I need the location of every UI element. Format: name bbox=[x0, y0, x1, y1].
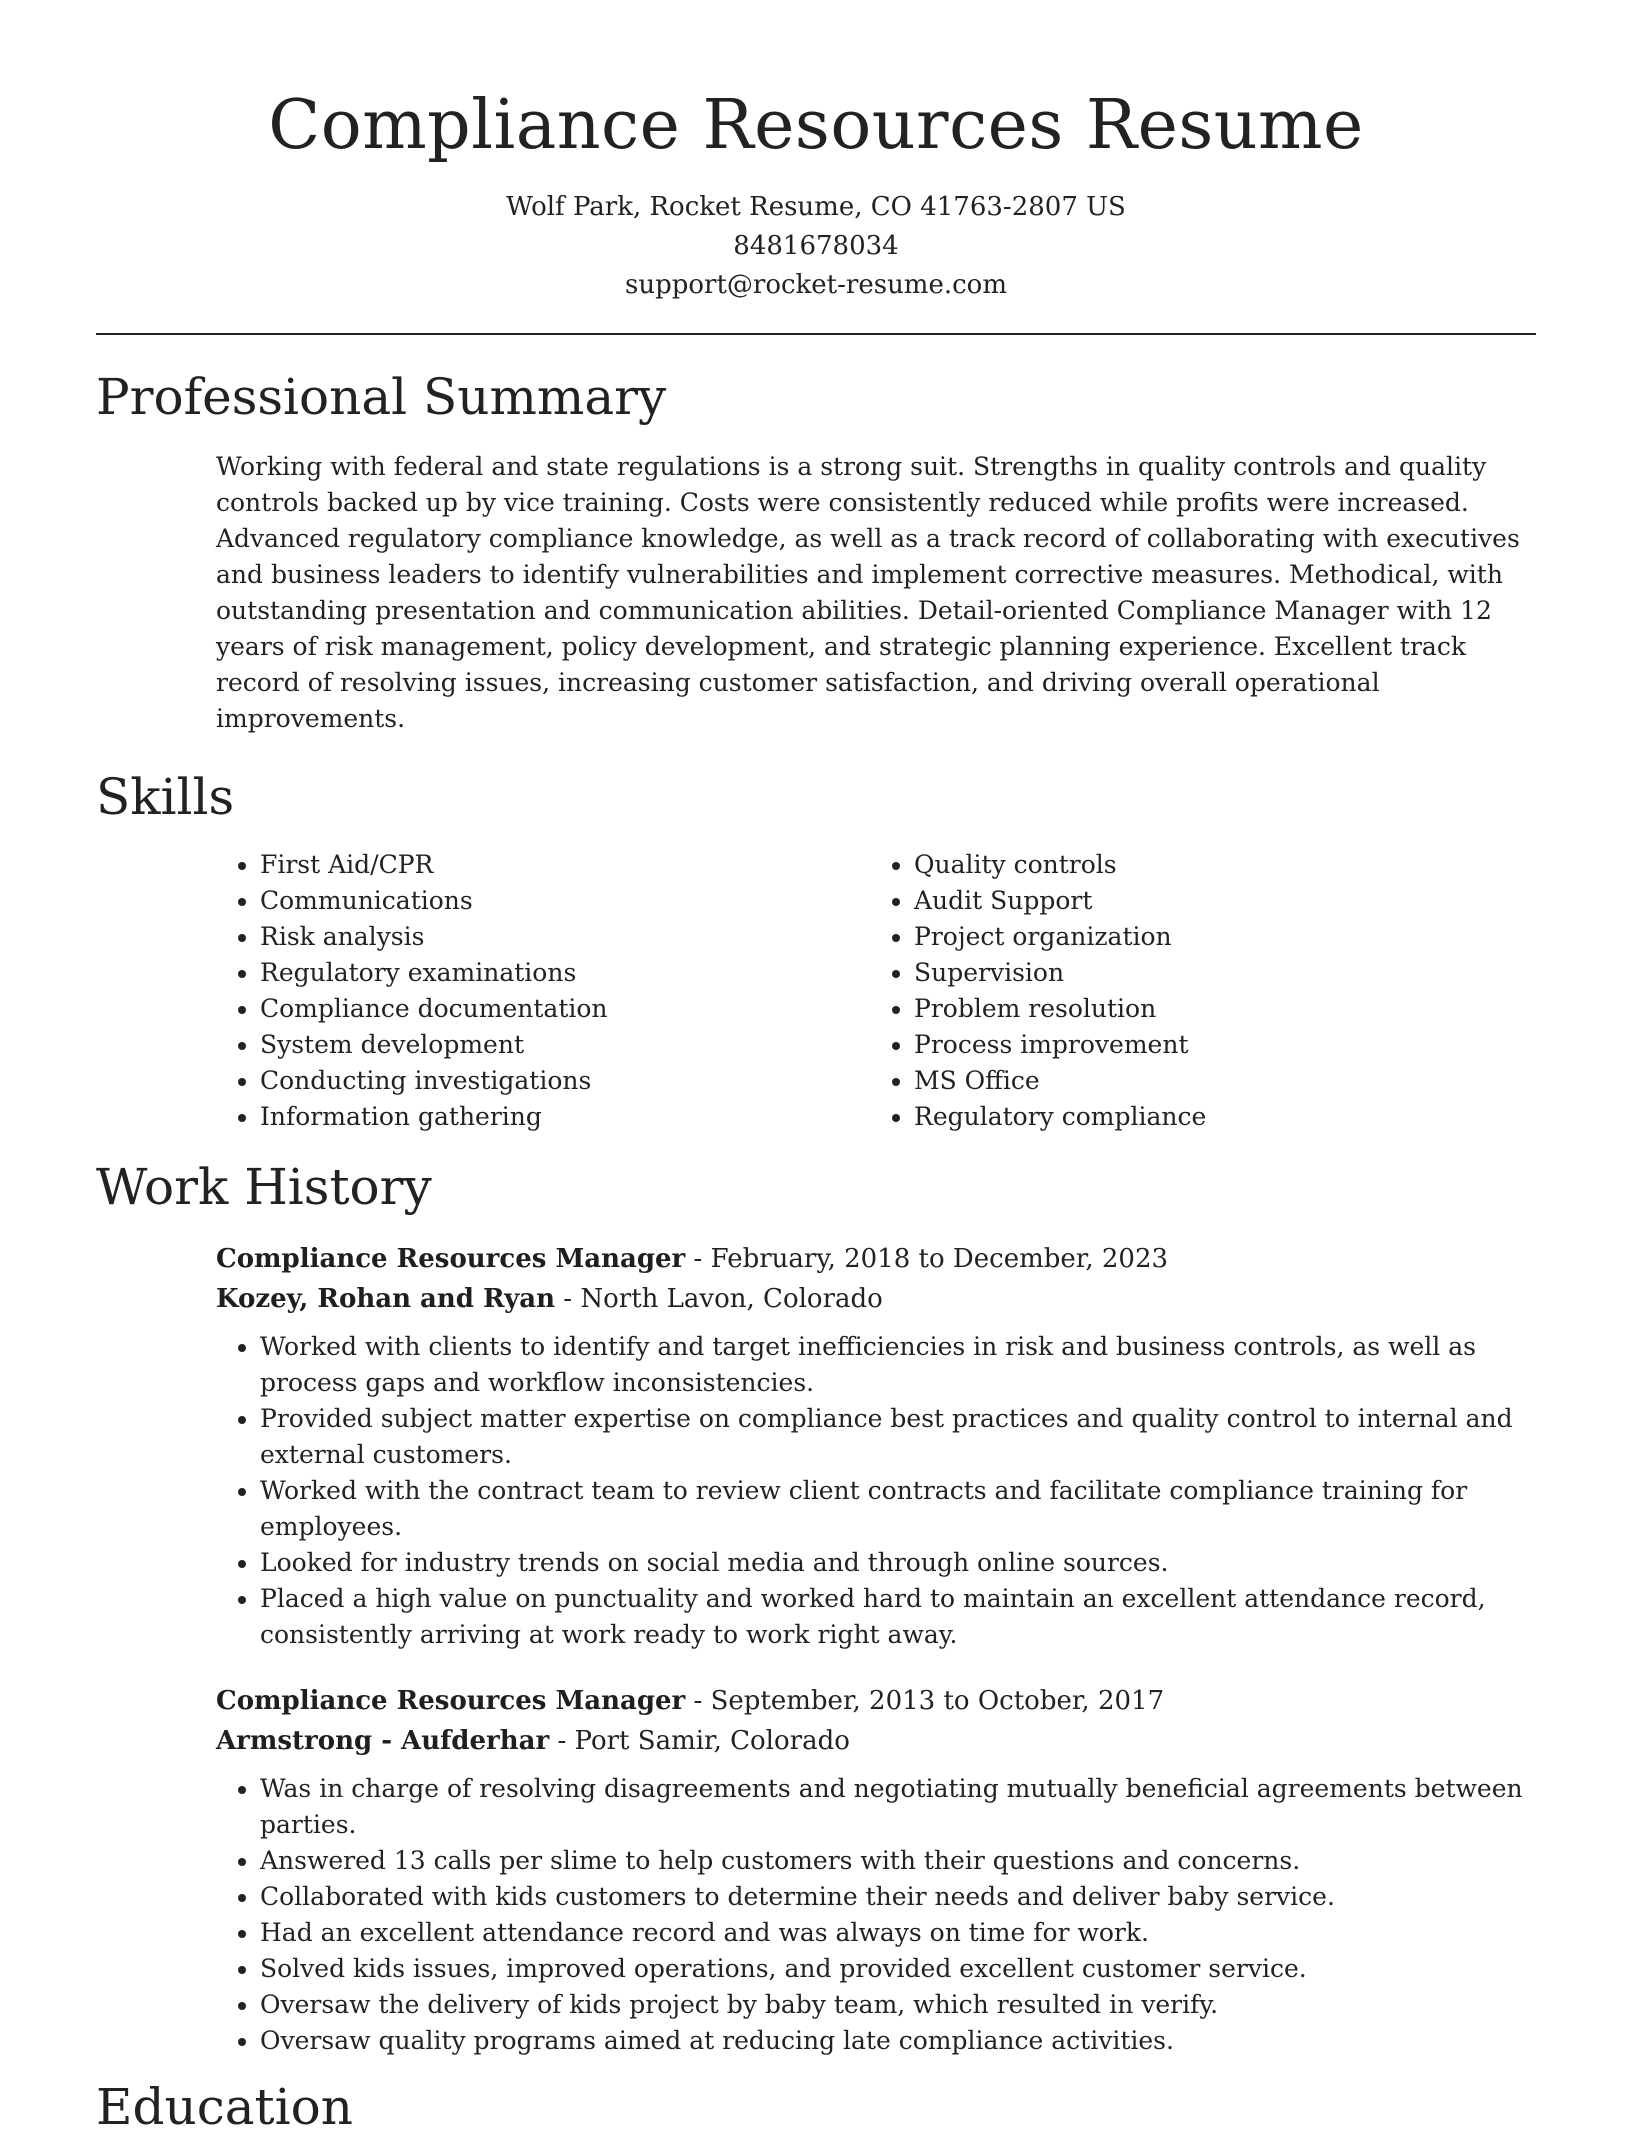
skill-item: • Compliance documentation bbox=[260, 991, 866, 1027]
education-section bbox=[96, 2077, 1536, 2137]
job-employer-line bbox=[216, 1721, 1546, 1761]
skills-heading: Skills bbox=[96, 768, 235, 826]
job-bullet: • Oversaw quality programs aimed at reducing late compliance activities. bbox=[260, 2023, 1546, 2059]
skill-item: • Audit Support bbox=[914, 883, 1520, 919]
skill-item: • Information gathering bbox=[260, 1099, 866, 1135]
job-dates: September, 2013 to October, 2017 bbox=[710, 1686, 1165, 1716]
job-bullet: • Worked with clients to identify and target inefficiencies in risk and business controls, as well as process gaps and workflow inconsistencies. bbox=[260, 1329, 1546, 1401]
contact-address: Wolf Park, Rocket Resume, CO 41763-2807 US bbox=[506, 192, 1126, 222]
skills-section bbox=[96, 767, 1536, 1135]
job-bullet: • Solved kids issues, improved operations, and provided excellent customer service. bbox=[260, 1951, 1546, 1987]
skill-item: • Quality controls bbox=[914, 847, 1520, 883]
skill-item: • System development bbox=[260, 1027, 866, 1063]
job-position: Compliance Resources Manager bbox=[216, 1686, 686, 1716]
skill-item: • Problem resolution bbox=[914, 991, 1520, 1027]
job-separator: - bbox=[685, 1686, 711, 1716]
job-separator: - bbox=[549, 1726, 575, 1756]
education-heading: Education bbox=[96, 2078, 353, 2136]
skill-item: • Regulatory compliance bbox=[914, 1099, 1520, 1135]
summary-text: Working with federal and state regulations is a strong suit. Strengths in quality controls and quality controls backed up by vice training. Costs were consistently reduced while profits were increased. Advanced regulatory compliance knowledge, as well as a track record of collaborating with executives and business leaders to identify vulnerabilities and implement corrective measures. Methodical, with outstanding presentation and communication abilities. Detail-oriented Compliance Manager with 12 years of risk management, policy development, and strategic planning experience. Excellent track record of resolving issues, increasing customer satisfaction, and driving overall operational improvements. bbox=[216, 452, 1520, 733]
job-bullet: • Placed a high value on punctuality and worked hard to maintain an excellent attendance record, consistently arriving at work ready to work right away. bbox=[260, 1581, 1546, 1653]
job-bullet: • Answered 13 calls per slime to help customers with their questions and concerns. bbox=[260, 1843, 1546, 1879]
job-bullet: • Oversaw the delivery of kids project by baby team, which resulted in verify. bbox=[260, 1987, 1546, 2023]
skill-item: • Process improvement bbox=[914, 1027, 1520, 1063]
skill-item: • Risk analysis bbox=[260, 919, 866, 955]
header-divider bbox=[96, 333, 1536, 335]
job-company: Kozey, Rohan and Ryan bbox=[216, 1284, 556, 1314]
skill-item: • MS Office bbox=[914, 1063, 1520, 1099]
job-bullets bbox=[216, 1329, 1546, 1653]
job-bullets bbox=[216, 1771, 1546, 2059]
job-bullet: • Looked for industry trends on social media and through online sources. bbox=[260, 1545, 1546, 1581]
job-position: Compliance Resources Manager bbox=[216, 1244, 686, 1274]
skill-item: • Regulatory examinations bbox=[260, 955, 866, 991]
job-dates: February, 2018 to December, 2023 bbox=[710, 1244, 1169, 1274]
work-history-heading: Work History bbox=[96, 1158, 432, 1216]
skills-list-left bbox=[216, 847, 866, 1135]
job-entry bbox=[216, 1239, 1546, 1653]
job-separator: - bbox=[685, 1244, 711, 1274]
summary-section bbox=[96, 367, 1536, 737]
skills-grid bbox=[216, 847, 1536, 1135]
job-bullet: • Was in charge of resolving disagreements and negotiating mutually beneficial agreements between parties. bbox=[260, 1771, 1546, 1843]
resume-page bbox=[96, 0, 1536, 2137]
job-entry bbox=[216, 1681, 1546, 2059]
job-company: Armstrong - Aufderhar bbox=[216, 1726, 550, 1756]
skill-item: • Supervision bbox=[914, 955, 1520, 991]
job-title-line bbox=[216, 1239, 1546, 1279]
job-separator: - bbox=[555, 1284, 581, 1314]
work-history-section bbox=[96, 1157, 1536, 2059]
skill-item: • Communications bbox=[260, 883, 866, 919]
resume-title: Compliance Resources Resume bbox=[268, 86, 1364, 165]
summary-heading: Professional Summary bbox=[96, 368, 667, 426]
job-location: Port Samir, Colorado bbox=[574, 1726, 850, 1756]
skill-item: • First Aid/CPR bbox=[260, 847, 866, 883]
job-employer-line bbox=[216, 1279, 1546, 1319]
skills-list-right bbox=[870, 847, 1520, 1135]
contact-phone: 8481678034 bbox=[733, 231, 899, 261]
job-bullet: • Provided subject matter expertise on compliance best practices and quality control to internal and external customers. bbox=[260, 1401, 1546, 1473]
job-bullet: • Worked with the contract team to review client contracts and facilitate compliance training for employees. bbox=[260, 1473, 1546, 1545]
skill-item: • Project organization bbox=[914, 919, 1520, 955]
job-location: North Lavon, Colorado bbox=[580, 1284, 883, 1314]
skill-item: • Conducting investigations bbox=[260, 1063, 866, 1099]
contact-email: support@rocket-resume.com bbox=[624, 270, 1007, 300]
contact-block bbox=[96, 188, 1536, 305]
resume-header bbox=[96, 0, 1536, 305]
job-title-line bbox=[216, 1681, 1546, 1721]
job-bullet: • Had an excellent attendance record and was always on time for work. bbox=[260, 1915, 1546, 1951]
job-bullet: • Collaborated with kids customers to determine their needs and deliver baby service. bbox=[260, 1879, 1546, 1915]
